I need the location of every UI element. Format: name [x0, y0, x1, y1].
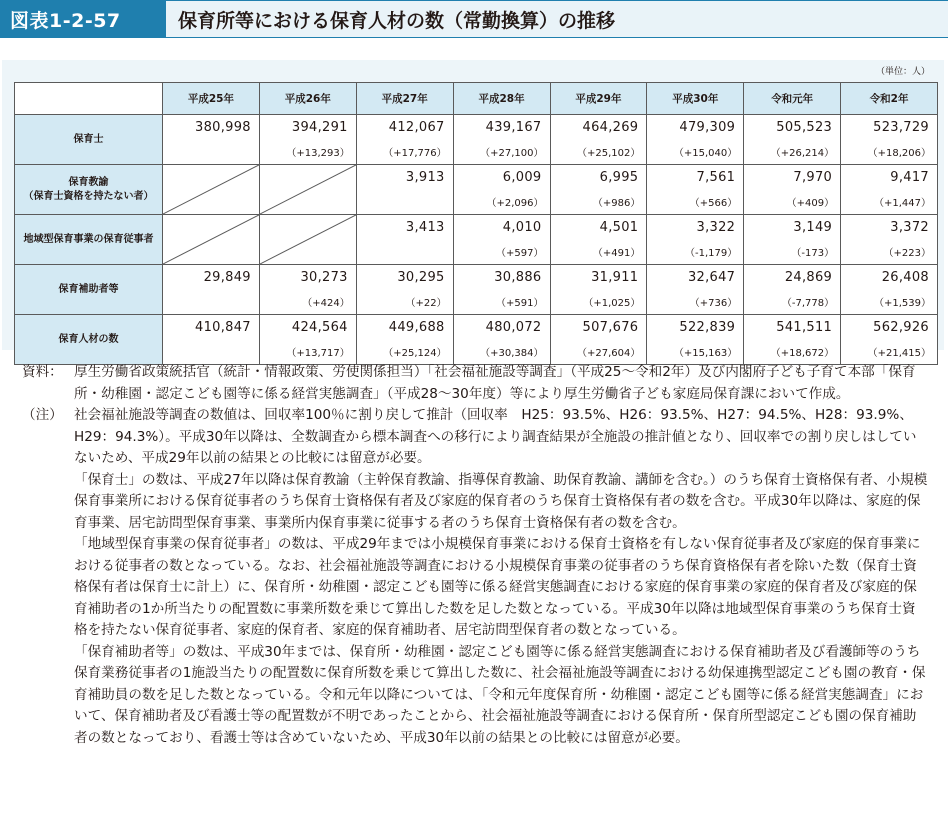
staff-count: 424,564	[291, 320, 348, 335]
figure-header	[0, 0, 948, 38]
value-cell	[163, 265, 260, 315]
staff-count: 507,676	[582, 320, 639, 335]
staff-count: 541,511	[776, 320, 833, 335]
staff-count: 410,847	[195, 320, 251, 335]
table-row	[15, 115, 938, 165]
value-cell	[841, 265, 938, 315]
staff-count: 3,413	[405, 220, 445, 235]
value-cell	[453, 165, 550, 215]
value-cell	[744, 215, 841, 265]
remark-paragraph: 「地域型保育事業の保育従事者」の数は、平成29年までは小規模保育事業における保育士資格を有しない保育従事者及び家庭的保育事業における従事者の数となっている。なお、社会福祉施設等調査における小規模保育事業の従事者のうち保育資格保有者を除いた数（保育士資格保有者は保育士に計上）に、保育所・幼稚園・認定こども園等に係る経営実態調査における家庭的保育事業の家庭的保育者及び家庭的保育補助者の1か所当たりの配置数に事業所数を乗じて算出した数を足した数となっている。平成30年以降は地域型保育事業のうち保育士資格を持たない保育従事者、家庭的保育者、家庭的保育補助者、居宅訪問型保育者の数となっている。	[74, 536, 921, 638]
not-applicable-cell	[163, 165, 260, 215]
staff-count: 32,647	[687, 270, 736, 285]
row-label	[15, 265, 163, 315]
remark-paragraph: 「保育士」の数は、平成27年以降は保育教諭（主幹保育教諭、指導保育教諭、助保育教諭、講師を含む。）のうち保育士資格保有者、小規模保育事業所における保育従事者のうち保育士資格保有者及び家庭的保育者のうち保育士資格保有者の数を含む。平成30年以降は、家庭的保育事業、居宅訪問型保育事業、事業所内保育事業に従事する者のうち保育士資格保有者の数を含む。	[74, 471, 928, 531]
year-change: （+1,447）	[873, 198, 931, 209]
year-header: 平成27年	[356, 83, 453, 115]
year-change: （+591）	[496, 298, 544, 309]
row-label-text: 保育教諭	[68, 177, 109, 188]
row-label-text: 保育士	[73, 133, 104, 145]
value-cell	[356, 115, 453, 165]
value-cell	[841, 115, 938, 165]
not-applicable-cell	[259, 215, 356, 265]
year-change: （-173）	[791, 248, 835, 259]
value-cell	[744, 315, 841, 365]
year-change: （+409）	[786, 198, 835, 209]
value-cell	[163, 315, 260, 365]
year-change: （+22）	[405, 298, 447, 309]
year-header: 平成29年	[550, 83, 647, 115]
staff-count: 9,417	[890, 170, 929, 185]
remark-paragraph: 社会福祉施設等調査の数値は、回収率100％に割り戻して推計（回収率 H25：93.5%、H26：93.5%、H27：94.5%、H28：93.9%、H29：94.3%）。平成30年以降は、全数調査から標本調査への移行により調査結果が全施設の推計値となり、回収率での割り戻しはしていないため、平成29年以前の結果との比較には留意が必要。	[74, 407, 917, 466]
year-change: （+30,384）	[480, 348, 544, 359]
value-cell	[744, 165, 841, 215]
value-cell	[259, 115, 356, 165]
year-change: （+986）	[592, 198, 641, 209]
year-change: （+2,096）	[486, 198, 544, 209]
figure-title: 保育所等における保育人材の数（常勤換算）の推移	[166, 0, 948, 38]
value-cell	[647, 315, 744, 365]
year-change: （-7,778）	[781, 298, 835, 309]
row-label-text: 保育補助者等	[58, 283, 119, 295]
staff-count: 24,869	[784, 270, 833, 285]
year-change: （+18,672）	[770, 348, 835, 359]
row-label	[15, 115, 163, 165]
year-change: （+21,415）	[867, 348, 931, 359]
remarks-body	[74, 405, 928, 749]
staff-count: 439,167	[485, 120, 542, 135]
staff-count: 3,913	[405, 170, 445, 185]
staff-count: 3,149	[793, 220, 833, 235]
not-applicable-cell	[259, 165, 356, 215]
year-change: （+1,539）	[873, 298, 931, 309]
staff-count: 562,926	[873, 320, 929, 335]
year-header: 令和元年	[744, 83, 841, 115]
value-cell	[647, 265, 744, 315]
value-cell	[453, 115, 550, 165]
staff-count: 4,010	[502, 220, 542, 235]
year-change: （+25,124）	[383, 348, 447, 359]
year-change: （+736）	[689, 298, 738, 309]
value-cell	[259, 315, 356, 365]
year-change: （+597）	[496, 248, 544, 259]
staff-count: 479,309	[679, 120, 736, 135]
row-label-text: 地域型保育事業の保育従事者	[23, 233, 154, 245]
value-cell	[163, 115, 260, 165]
year-change: （+15,040）	[673, 148, 738, 159]
staff-count: 30,886	[494, 270, 542, 285]
staff-count: 3,322	[696, 220, 736, 235]
table-header-row	[15, 83, 938, 115]
staff-count: 380,998	[195, 120, 251, 135]
value-cell	[744, 265, 841, 315]
remarks-note	[22, 405, 928, 749]
staff-count: 30,273	[300, 270, 348, 285]
staff-count: 3,372	[890, 220, 929, 235]
value-cell	[356, 265, 453, 315]
remarks-head: （注）	[22, 407, 63, 423]
staff-count: 394,291	[291, 120, 348, 135]
year-change: （+13,717）	[286, 348, 350, 359]
not-applicable-cell	[163, 215, 260, 265]
row-label	[15, 215, 163, 265]
value-cell	[453, 315, 550, 365]
year-change: （+223）	[883, 248, 931, 259]
table-row	[15, 315, 938, 365]
staff-count: 30,295	[397, 270, 445, 285]
value-cell	[550, 115, 647, 165]
remark-paragraph: 「保育補助者等」の数は、平成30年までは、保育所・幼稚園・認定こども園等に係る経営実態調査における保育補助者及び看護師等のうち保育業務従事者の1施設当たりの配置数に保育所数を乗じて算出した数に、社会福祉施設等調査における幼保連携型認定こども園の教育・保育補助員の数を足した数となっている。令和元年以降については、「令和元年度保育所・幼稚園・認定こども園等に係る経営実態調査」において、保育補助者及び看護士等の配置数が不明であったことから、社会福祉施設等調査における保育所・保育所型認定こども園の保育補助者の数となっており、看護士等は含めていないため、平成30年以前の結果との比較には留意が必要。	[74, 643, 926, 746]
value-cell	[841, 215, 938, 265]
value-cell	[744, 115, 841, 165]
year-change: （+15,163）	[673, 348, 738, 359]
staff-count: 412,067	[388, 120, 445, 135]
staff-count: 449,688	[388, 320, 445, 335]
table-row	[15, 165, 938, 215]
row-label	[15, 315, 163, 365]
staff-count: 29,849	[203, 270, 251, 285]
year-header: 平成25年	[163, 83, 260, 115]
value-cell	[550, 265, 647, 315]
diagonal-slash	[163, 165, 259, 214]
value-cell	[841, 315, 938, 365]
row-label	[15, 165, 163, 215]
row-label-text: 保育人材の数	[58, 333, 119, 345]
year-change: （+25,102）	[577, 148, 641, 159]
year-change: （+26,214）	[770, 148, 835, 159]
year-change: （+18,206）	[867, 148, 931, 159]
staff-count: 480,072	[485, 320, 542, 335]
staff-count: 26,408	[881, 270, 929, 285]
staff-count: 6,995	[599, 170, 639, 185]
table-row	[15, 265, 938, 315]
value-cell	[647, 165, 744, 215]
year-header: 平成26年	[259, 83, 356, 115]
notes-section	[22, 362, 928, 749]
year-change: （+1,025）	[583, 298, 641, 309]
staff-count: 464,269	[582, 120, 639, 135]
value-cell	[647, 115, 744, 165]
staff-count: 7,561	[696, 170, 736, 185]
unit-label: （単位：人）	[875, 67, 930, 77]
diagonal-slash	[260, 165, 356, 214]
staff-count: 523,729	[873, 120, 929, 135]
figure-label: 図表1-2-57	[0, 0, 166, 38]
value-cell	[356, 315, 453, 365]
year-change: （+13,293）	[286, 148, 350, 159]
value-cell	[550, 315, 647, 365]
staff-count: 4,501	[599, 220, 639, 235]
source-head: 資料：	[22, 364, 63, 380]
year-change: （+27,604）	[577, 348, 641, 359]
year-change: （+17,776）	[383, 148, 447, 159]
row-sublabel-text: （保育士資格を持たない者）	[23, 190, 154, 202]
value-cell	[550, 165, 647, 215]
diagonal-slash	[260, 215, 356, 264]
value-cell	[453, 215, 550, 265]
source-note	[22, 362, 928, 405]
value-cell	[647, 215, 744, 265]
value-cell	[550, 215, 647, 265]
value-cell	[841, 165, 938, 215]
staff-count: 31,911	[591, 270, 639, 285]
table-row	[15, 215, 938, 265]
staff-count: 6,009	[502, 170, 542, 185]
staff-count: 522,839	[679, 320, 736, 335]
year-header: 平成28年	[453, 83, 550, 115]
diagonal-slash	[163, 215, 259, 264]
staff-count: 505,523	[776, 120, 833, 135]
value-cell	[356, 215, 453, 265]
table-panel	[2, 60, 944, 359]
year-change: （+27,100）	[480, 148, 544, 159]
value-cell	[453, 265, 550, 315]
year-change: （-1,179）	[685, 248, 738, 259]
staff-count: 7,970	[793, 170, 833, 185]
staff-table	[14, 82, 938, 365]
year-change: （+424）	[302, 298, 350, 309]
value-cell	[356, 165, 453, 215]
source-text: 厚生労働省政策統括官（統計・情報政策、労使関係担当）「社会福祉施設等調査」（平成25～令和2年）及び内閣府子ども子育て本部「保育所・幼稚園・認定こども園等に係る経営実態調査」（平成28～30年度）等により厚生労働省子ども家庭局保育課において作成。	[74, 364, 916, 402]
value-cell	[259, 265, 356, 315]
year-header: 令和2年	[841, 83, 938, 115]
corner-cell	[15, 83, 163, 115]
year-change: （+566）	[689, 198, 738, 209]
year-change: （+491）	[592, 248, 641, 259]
year-header: 平成30年	[647, 83, 744, 115]
